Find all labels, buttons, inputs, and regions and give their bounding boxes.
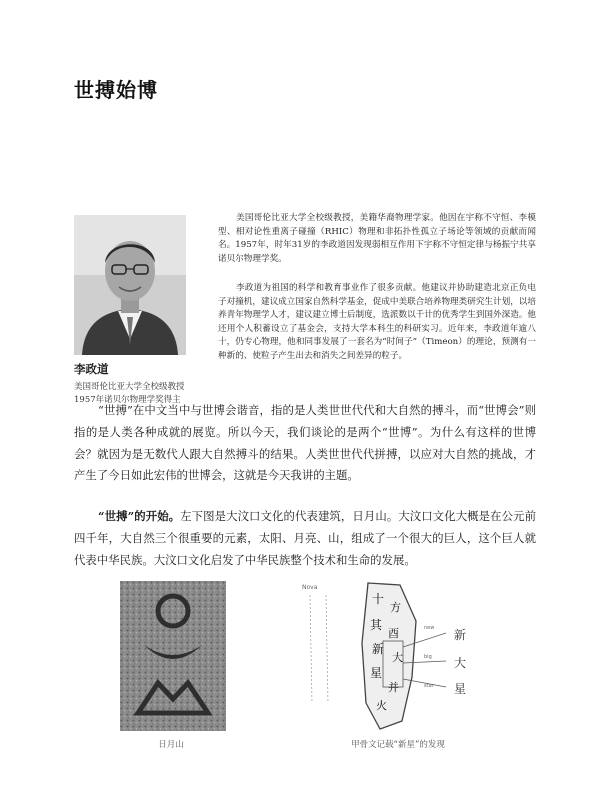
body-paragraph-2 [74, 506, 536, 571]
left-figure-caption: 日月山 [158, 740, 184, 750]
profile-name: 李政道 [74, 362, 109, 376]
profile-caption-title: 美国哥伦比亚大学全校级教授 [74, 382, 185, 392]
oracle-char: 大 [392, 651, 403, 664]
oracle-char: 方 [390, 601, 401, 614]
note-label-big: big [424, 654, 432, 660]
page-title: 世搏始博 [74, 78, 158, 102]
oracle-char: 其 [370, 618, 383, 632]
profile-caption-award: 1957年诺贝尔物理学奖得主 [74, 395, 181, 405]
oracle-char: 十 [372, 592, 385, 606]
oracle-bone-inscription-figure [300, 581, 496, 733]
note-char: 新 [454, 628, 467, 642]
note-char: 星 [454, 682, 467, 696]
note-char: 大 [454, 656, 467, 670]
profile-bio-paragraph-2: 李政道为祖国的科学和教育事业作了很多贡献。他建议并协助建造北京正负电子对撞机，建议成立国家自然科学基金，促成中美联合培养物理类研究生计划，以培养青年物理学人才，建议建立博士后制度，选派数以千计的优秀学生到国外深造。他还用个人积蓄设立了基金会，支持大学本科生的科研实习。近年来，李政道年逾八十，仍专心物理，他和同事发展了一套名为“时间子”（Timeon）的理论，预测有一种新的、使粒子产生出去和消失之间差异的粒子。 [218, 283, 536, 361]
sun-moon-mountain-rubbing [120, 581, 226, 731]
portrait-photo [74, 215, 186, 355]
paragraph-lead-heading: “世搏”的开始。 [98, 509, 181, 523]
profile-bio-paragraph-1: 美国哥伦比亚大学全校级教授，美籍华裔物理学家。他因在宇称不守恒、李模型、相对论性重离子碰撞（RHIC）物理和非拓扑性孤立子场论等领域的贡献而闻名。1957年，时年31岁的李政道因发现弱相互作用下宇称不守恒定律与杨振宁共享诺贝尔物理学奖。 [218, 213, 536, 264]
oracle-char: 并 [388, 681, 399, 694]
note-label-nova: Nova [302, 584, 318, 591]
right-figure-caption: 甲骨文记载“新星”的发现 [351, 740, 445, 750]
note-label-star: star [424, 683, 434, 689]
oracle-char: 火 [376, 699, 387, 712]
oracle-char: 新 [372, 642, 385, 656]
paragraph-2-text: 左下图是大汶口文化的代表建筑，日月山。大汶口文化大概是在公元前四千年，大自然三个很重要的元素，太阳、月亮、山，组成了一个很大的巨人，这个巨人就代表中华民族。大汶口文化启发了中华民族整个技术和生命的发展。 [74, 509, 536, 567]
oracle-char: 酉 [388, 627, 399, 640]
body-paragraph-1: “世搏”在中文当中与世博会谐音，指的是人类世世代代和大自然的搏斗，而“世博会”则指的是人类各种成就的展览。所以今天，我们谈论的是两个“世博”。为什么有这样的世博会？就因为是无数代人跟大自然搏斗的结果。人类世世代代拼搏，以应对大自然的挑战，才产生了今日如此宏伟的世博会，这就是今天我讲的主题。 [74, 403, 536, 483]
note-label-new: new [424, 625, 435, 631]
oracle-char: 星 [370, 666, 383, 680]
